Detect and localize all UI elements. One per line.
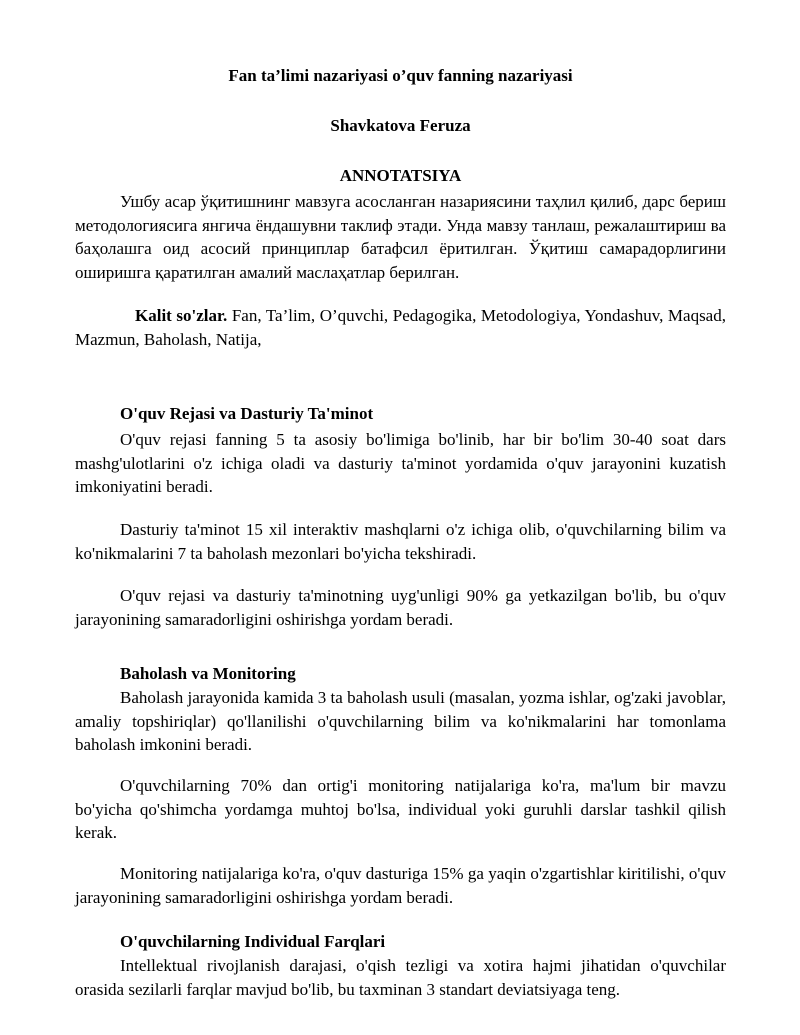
section-heading-individual-differences: O'quvchilarning Individual Farqlari — [120, 932, 386, 951]
paragraph: O'quv rejasi va dasturiy ta'minotning uyg'unligi 90% ga yetkazilgan bo'lib, bu o'quv jarayonining samaradorligini oshirishga yordam beradi. — [75, 586, 726, 629]
keywords-label: Kalit so'zlar. — [135, 306, 228, 325]
paragraph: O'quv rejasi fanning 5 ta asosiy bo'limiga bo'linib, har bir bo'lim 30-40 soat dars mashg'ulotlarini o'z ichiga oladi va dasturiy ta'minot yordamida o'quv jarayonini kuzatish imkoniyatini beradi. — [75, 430, 726, 496]
section-heading-assessment: Baholash va Monitoring — [120, 664, 296, 683]
abstract-paragraph: Ушбу асар ўқитишнинг мавзуга асосланган назариясини таҳлил қилиб, дарс бериш методологиясига янгича ёндашувни таклиф этади. Унда мавзу танлаш, режалаштириш ва баҳолашга оид асосий принциплар батафсил ёритилган. Ўқитиш самарадорлигини оширишга қаратилган амалий маслаҳатлар берилган. — [75, 192, 726, 282]
paragraph: Monitoring natijalariga ko'ra, o'quv dasturiga 15% ga yaqin o'zgartishlar kiritilishi, o'quv jarayonining samaradorligini oshirishga yordam beradi. — [75, 864, 726, 907]
paragraph: Intellektual rivojlanish darajasi, o'qish tezligi va xotira hajmi jihatidan o'quvchilar orasida sezilarli farqlar mavjud bo'lib, bu taxminan 3 standart deviatsiyaga teng. — [75, 956, 726, 999]
section-heading-curriculum: O'quv Rejasi va Dasturiy Ta'minot — [120, 404, 374, 423]
document-title: Fan ta’limi nazariyasi o’quv fanning nazariyasi — [228, 66, 573, 85]
paragraph: O'quvchilarning 70% dan ortig'i monitoring natijalariga ko'ra, ma'lum bir mavzu bo'yicha qo'shimcha yordamga muhtoj bo'lsa, individual yoki guruhli darslar tashkil qilish kerak. — [75, 776, 726, 842]
abstract-heading: ANNOTATSIYA — [339, 166, 462, 185]
paragraph: Dasturiy ta'minot 15 xil interaktiv mashqlarni o'z ichiga olib, o'quvchilarning bilim va ko'nikmalarini 7 ta baholash mezonlari bo'yicha tekshiradi. — [75, 520, 726, 563]
paragraph: Baholash jarayonida kamida 3 ta baholash usuli (masalan, yozma ishlar, og'zaki javoblar, amaliy topshiriqlar) qo'llanilishi o'quvchilarning bilim va ko'nikmalarini har tomonlama baholash imkonini beradi. — [75, 688, 726, 754]
author-name: Shavkatova Feruza — [330, 116, 471, 135]
keywords-paragraph — [75, 304, 726, 351]
keywords-list: Fan, Ta’lim, O’quvchi, Pedagogika, Metodologiya, Yondashuv, Maqsad, Mazmun, Baholash, Natija, — [75, 306, 726, 349]
